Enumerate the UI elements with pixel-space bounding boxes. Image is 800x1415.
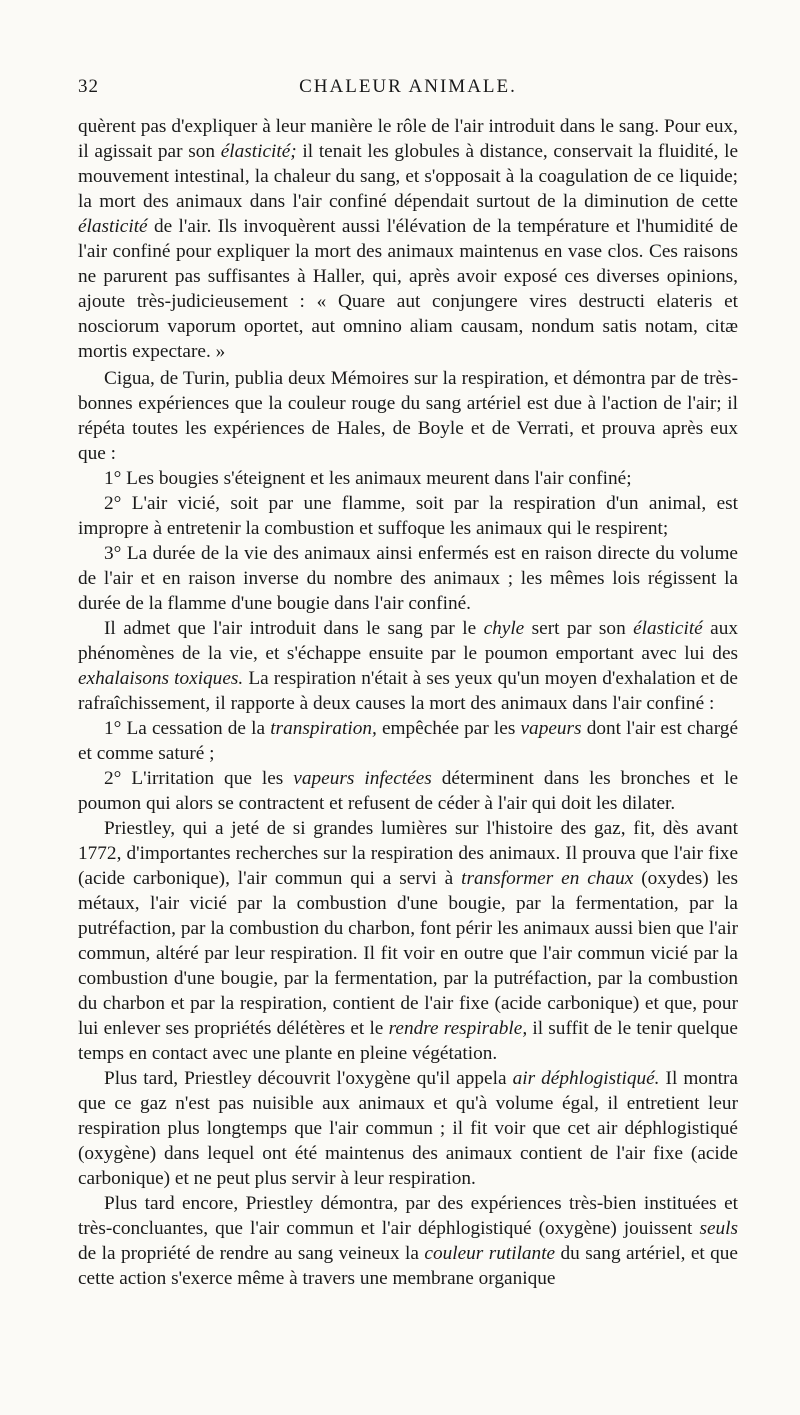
list-item [78, 766, 738, 816]
page-header [78, 76, 738, 102]
text-run: Plus tard, Priestley découvrit l'oxygène qu'il appela [104, 1068, 513, 1089]
text-run: Plus tard encore, Priestley démontra, par des expériences très-bien instituées et très-concluantes, que l'air commun et l'air déphlogistiqué (oxygène) jouissent [78, 1193, 738, 1239]
italic-run: vapeurs [520, 718, 582, 739]
text-run: 1° Les bougies s'éteignent et les animaux meurent dans l'air confiné; [104, 468, 632, 489]
italic-run: transpiration, [270, 718, 377, 739]
text-run: aux phénomènes de la vie, et s'échappe ensuite par le poumon emportant avec lui des [78, 618, 738, 664]
italic-run: vapeurs infectées [293, 768, 432, 789]
text-run: quèrent pas d'expliquer à leur manière le rôle de l'air introduit dans le sang. Pour eux, il agissait par son [78, 116, 738, 162]
italic-run: chyle [483, 618, 525, 639]
text-run: 3° La durée de la vie des animaux ainsi enfermés est en raison directe du volume de l'air et en raison inverse du nombre des animaux ; les mêmes lois régissent la durée de la flamme d'une bougie dans l'air confiné. [78, 543, 738, 614]
page-body [78, 114, 738, 1291]
text-run: 2° L'air vicié, soit par une flamme, soit par la respiration d'un animal, est impropre à entretenir la combustion et suffoque les animaux qui le respirent; [78, 493, 738, 539]
text-run: Il admet que l'air introduit dans le sang par le [104, 618, 484, 639]
italic-run: transformer en chaux [461, 868, 634, 889]
text-run: sert par son [524, 618, 634, 639]
text-run: Cigua, de Turin, publia deux Mémoires sur la respiration, et démontra par de très-bonnes expériences que la couleur rouge du sang artériel est due à l'action de l'air; il répéta toutes les expériences de Hales, de Boyle et de Verrati, et prouva après eux que : [78, 368, 738, 464]
list-item [78, 716, 738, 766]
text-run: 2° L'irritation que les [104, 768, 294, 789]
text-run: dont l'air est chargé et comme saturé ; [78, 718, 739, 764]
paragraph [78, 114, 738, 364]
text-run: il suffit de le tenir quelque temps en contact avec une plante en pleine végétation. [78, 1018, 738, 1064]
italic-run: rendre respirable, [388, 1018, 528, 1039]
list-item [78, 466, 738, 491]
paragraph [78, 1066, 738, 1191]
italic-run: seuls [699, 1218, 738, 1239]
list-item [78, 491, 738, 541]
list-item [78, 541, 738, 616]
page-number: 32 [78, 76, 99, 97]
text-run: La respiration n'était à ses yeux qu'un moyen d'exhalation et de rafraîchissement, il rapporte à deux causes la mort des animaux dans l'air confiné : [78, 668, 738, 714]
italic-run: air déphlogistiqué. [512, 1068, 660, 1089]
text-run: empêchée par les [376, 718, 521, 739]
text-run: 1° La cessation de la [104, 718, 271, 739]
text-run: de la propriété de rendre au sang veineux la [78, 1243, 425, 1264]
text-run: Priestley, qui a jeté de si grandes lumières sur l'histoire des gaz, fit, dès avant 1772, d'importantes recherches sur la respiration des animaux. Il prouva que l'air fixe (acide carbonique), l'air commun qui a servi à [78, 818, 738, 889]
paragraph [78, 616, 738, 716]
italic-run: exhalaisons toxiques. [78, 668, 244, 689]
paragraph [78, 366, 738, 466]
text-run: (oxydes) les métaux, l'air vicié par la combustion d'une bougie, par la fermentation, par la putréfaction, par la combustion du charbon, font périr les animaux aussi bien que l'air commun, altéré par leur respiration. Il fit voir en outre que l'air commun vicié par la combustion d'une bougie, par la fermentation, par la putréfaction, par la combustion du charbon et par la respiration, contient de l'air fixe (acide carbonique) et que, pour lui enlever ses propriétés délétères et le [78, 868, 738, 1039]
paragraph [78, 1191, 738, 1291]
text-run: du sang artériel, et que cette action s'exerce même à travers une membrane organique [78, 1243, 738, 1289]
italic-run: élasticité [78, 216, 148, 237]
italic-run: couleur rutilante [424, 1243, 556, 1264]
italic-run: élasticité [633, 618, 703, 639]
italic-run: élasticité; [220, 141, 297, 162]
text-run: de l'air. Ils invoquèrent aussi l'élévation de la température et l'humidité de l'air confiné pour expliquer la mort des animaux maintenus en vase clos. Ces raisons ne parurent pas suffisantes à Haller, qui, après avoir exposé ces diverses opinions, ajoute très-judicieusement : « Quare aut conjungere vires destructi elateris et nosciorum vaporum oportet, aut omnino aliam causam, nondum satis notam, citæ mortis expectare. » [78, 216, 738, 362]
text-run: déterminent dans les bronches et le poumon qui alors se contractent et refusent de céder à l'air qui doit les dilater. [78, 768, 739, 814]
paragraph [78, 816, 738, 1066]
text-run: il tenait les globules à distance, conservait la fluidité, le mouvement intestinal, la chaleur du sang, et s'opposait à la coagulation de ce liquide; la mort des animaux dans l'air confiné dépendait surtout de la diminution de cette [78, 141, 739, 212]
running-title: CHALEUR ANIMALE. [299, 76, 517, 97]
text-run: Il montra que ce gaz n'est pas nuisible aux animaux et qu'à volume égal, il entretient leur respiration plus longtemps que l'air commun ; il fit voir que cet air déphlogistiqué (oxygène) dans lequel ont été maintenus des animaux contient de l'air fixe (acide carbonique) et ne peut plus servir à leur respiration. [78, 1068, 738, 1189]
